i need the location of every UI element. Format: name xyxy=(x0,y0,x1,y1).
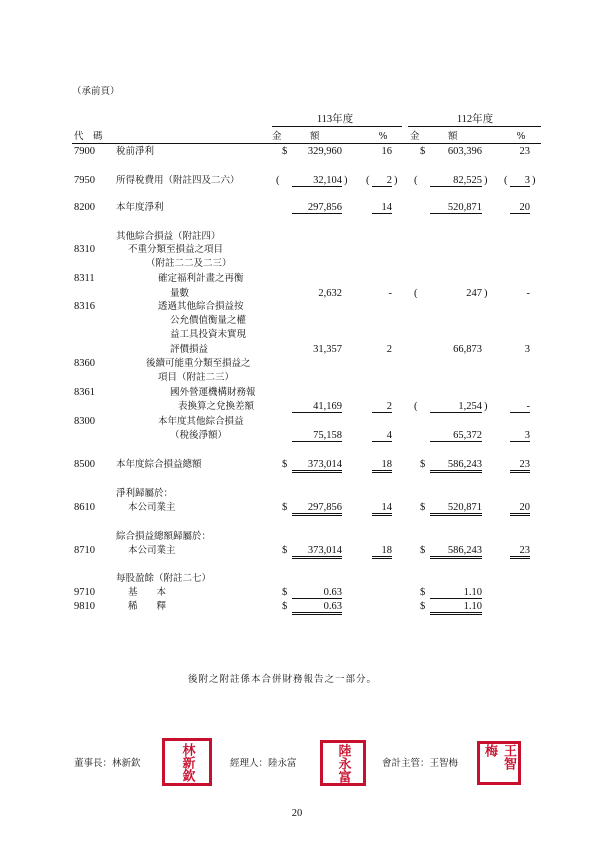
row-label: 本公司業主 xyxy=(128,545,176,556)
dollar-sign: $ xyxy=(420,459,426,470)
amount-113: 329,960 xyxy=(307,146,342,157)
pct-113: 2 xyxy=(386,344,392,355)
row-label: 淨利歸屬於： xyxy=(116,488,174,499)
row-code: 9710 xyxy=(74,587,95,598)
amount-113-header: 金 額 xyxy=(272,131,320,142)
year-112-rule xyxy=(408,126,541,127)
amount-112: 586,243 xyxy=(430,545,482,559)
amount-113: 373,014 xyxy=(292,545,342,559)
amount-112: 1,254 xyxy=(430,401,482,413)
accountant-label: 會計主管：王智梅 xyxy=(382,758,459,769)
row-code: 8500 xyxy=(74,459,95,470)
amount-112-header: 金 額 xyxy=(410,131,458,142)
open-paren: ( xyxy=(414,288,418,299)
close-paren: ) xyxy=(394,175,398,186)
dollar-sign: $ xyxy=(282,601,288,612)
row-code: 8361 xyxy=(74,387,95,398)
pct-113-header: % xyxy=(378,131,388,142)
dollar-sign: $ xyxy=(420,146,426,157)
close-paren: ) xyxy=(484,401,488,412)
row-label: 稅前淨利 xyxy=(116,146,155,157)
row-label: 國外營運機構財務報 xyxy=(170,387,256,398)
year-113-header: 113年度 xyxy=(316,114,354,125)
amount-113: 41,169 xyxy=(292,401,342,413)
close-paren: ) xyxy=(484,175,488,186)
code-header: 代 碼 xyxy=(74,131,103,142)
pct-113: 2 xyxy=(372,401,392,413)
row-code: 8200 xyxy=(74,202,95,213)
footnote: 後附之附註係本合併財務報告之一部分。 xyxy=(188,674,378,685)
amount-112: 65,372 xyxy=(430,430,482,442)
open-paren: ( xyxy=(366,175,370,186)
row-label: 表換算之兌換差額 xyxy=(178,401,255,412)
pct-112: 3 xyxy=(524,344,530,355)
pct-112: 23 xyxy=(510,545,530,559)
amount-112: 247 xyxy=(466,288,482,299)
dollar-sign: $ xyxy=(420,545,426,556)
row-code: 8360 xyxy=(74,358,95,369)
amount-113: 2,632 xyxy=(318,288,342,299)
year-113-rule xyxy=(272,126,402,127)
row-code: 8316 xyxy=(74,301,95,312)
row-label: （稅後淨額） xyxy=(170,430,228,441)
close-paren: ) xyxy=(344,175,348,186)
close-paren: ) xyxy=(532,175,536,186)
row-label: 本年度綜合損益總額 xyxy=(116,459,202,470)
open-paren: ( xyxy=(504,175,508,186)
row-label: 所得稅費用（附註四及二六） xyxy=(116,175,240,186)
amount-113: 297,856 xyxy=(292,202,342,214)
pct-112: 20 xyxy=(510,202,530,214)
amount-112: 82,525 xyxy=(430,175,482,187)
row-label: 量數 xyxy=(170,288,190,299)
row-label: 每股盈餘（附註二七） xyxy=(116,573,212,584)
pct-113: 16 xyxy=(381,146,392,157)
manager-label: 經理人：陸永富 xyxy=(230,758,297,769)
row-label: 本年度淨利 xyxy=(116,202,164,213)
amount-112: 520,871 xyxy=(430,502,482,516)
pct-113: 18 xyxy=(372,459,392,473)
amount-113: 373,014 xyxy=(292,459,342,473)
open-paren: ( xyxy=(414,401,418,412)
dollar-sign: $ xyxy=(282,459,288,470)
dollar-sign: $ xyxy=(282,146,288,157)
manager-seal xyxy=(320,740,366,786)
pct-112: - xyxy=(526,288,530,299)
accountant-seal-text: 王智梅 xyxy=(482,744,516,770)
year-112-header: 112年度 xyxy=(456,114,494,125)
row-label: 確定福利計畫之再衡 xyxy=(158,273,244,284)
pct-113: 14 xyxy=(372,202,392,214)
row-label: 本公司業主 xyxy=(128,502,176,513)
row-label: 項目（附註二三） xyxy=(158,372,235,383)
row-label: 後續可能重分類至損益之 xyxy=(146,358,251,369)
pct-112: 20 xyxy=(510,502,530,516)
pct-112: 23 xyxy=(519,146,530,157)
row-label: 公允價值衡量之權 xyxy=(170,315,247,326)
manager-seal-text: 陸永富 xyxy=(335,743,351,783)
continued-note: （承前頁） xyxy=(72,86,120,97)
amount-113: 297,856 xyxy=(292,502,342,516)
dollar-sign: $ xyxy=(282,587,288,598)
pct-113: 18 xyxy=(372,545,392,559)
dollar-sign: $ xyxy=(420,587,426,598)
amount-112: 66,873 xyxy=(453,344,482,355)
close-paren: ) xyxy=(484,288,488,299)
row-label: （附註二二及二三） xyxy=(146,258,232,269)
row-code: 8710 xyxy=(74,545,95,556)
chairman-seal xyxy=(162,738,212,786)
accountant-seal xyxy=(477,741,521,785)
row-code: 9810 xyxy=(74,601,95,612)
row-code: 7950 xyxy=(74,175,95,186)
open-paren: ( xyxy=(414,175,418,186)
row-label: 其他綜合損益（附註四） xyxy=(116,231,221,242)
pct-112: 23 xyxy=(510,459,530,473)
open-paren: ( xyxy=(276,175,280,186)
amount-112: 1.10 xyxy=(430,601,482,615)
pct-112: - xyxy=(510,401,530,413)
amount-113: 0.63 xyxy=(292,601,342,615)
pct-112-header: % xyxy=(516,131,526,142)
dollar-sign: $ xyxy=(282,545,288,556)
row-label: 益工具投資未實現 xyxy=(170,329,247,340)
row-code: 8310 xyxy=(74,244,95,255)
amount-113: 75,158 xyxy=(292,430,342,442)
amount-113: 0.63 xyxy=(292,587,342,599)
row-label: 本年度其他綜合損益 xyxy=(158,416,244,427)
page-number: 20 xyxy=(291,808,303,819)
chairman-label: 董事長：林新欽 xyxy=(74,758,141,769)
amount-112: 520,871 xyxy=(430,202,482,214)
row-label: 透過其他綜合損益按 xyxy=(158,301,244,312)
row-code: 8311 xyxy=(74,273,95,284)
pct-113: 14 xyxy=(372,502,392,516)
row-code: 8300 xyxy=(74,416,95,427)
row-code: 7900 xyxy=(74,146,95,157)
amount-112: 1.10 xyxy=(430,587,482,599)
amount-112: 603,396 xyxy=(447,146,482,157)
row-label: 綜合損益總額歸屬於： xyxy=(116,531,212,542)
dollar-sign: $ xyxy=(420,601,426,612)
header-rule xyxy=(72,143,541,144)
pct-112: 3 xyxy=(510,175,530,187)
row-label: 不重分類至損益之項目 xyxy=(128,244,224,255)
row-label: 評價損益 xyxy=(170,344,209,355)
row-code: 8610 xyxy=(74,502,95,513)
amount-113: 32,104 xyxy=(292,175,342,187)
pct-113: 4 xyxy=(372,430,392,442)
dollar-sign: $ xyxy=(420,502,426,513)
dollar-sign: $ xyxy=(282,502,288,513)
amount-113: 31,357 xyxy=(313,344,342,355)
amount-112: 586,243 xyxy=(430,459,482,473)
row-label: 稀 釋 xyxy=(128,601,167,612)
pct-113: 2 xyxy=(372,175,392,187)
chairman-seal-text: 林新欽 xyxy=(179,742,195,782)
pct-112: 3 xyxy=(510,430,530,442)
pct-113: - xyxy=(388,288,392,299)
row-label: 基 本 xyxy=(128,587,167,598)
